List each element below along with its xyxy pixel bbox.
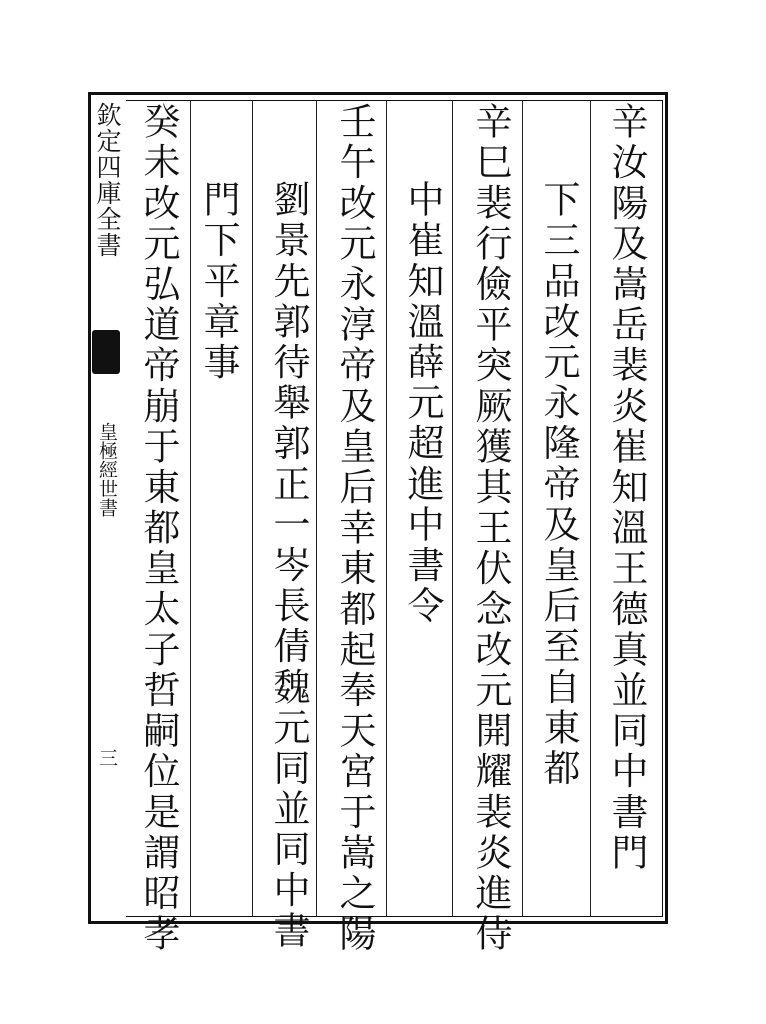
column-rule <box>386 100 387 917</box>
page-number: 三 <box>96 748 118 767</box>
text-column-4: 中崔知溫薛元超進中書令 <box>401 180 444 627</box>
book-title: 皇極經世書 <box>96 422 118 517</box>
text-column-8: 門下平章事 <box>197 180 240 383</box>
text-column-3: 辛巳裴行儉平突厥獲其王伏念改元開耀裴炎進侍 <box>469 102 512 955</box>
text-column-2: 下三品改元永隆帝及皇后至自東都 <box>537 180 580 789</box>
column-rule <box>522 100 523 917</box>
text-column-5: 壬午改元永淳帝及皇后幸東都起奉天宮于嵩之陽 <box>333 102 376 955</box>
text-column-1: 辛汝陽及嵩岳裴炎崔知溫王德真並同中書門 <box>605 102 648 874</box>
column-rule <box>452 100 453 917</box>
column-rule <box>590 100 591 917</box>
text-column-9: 癸未改元弘道帝崩于東都皇太子哲嗣位是謂昭孝 <box>137 102 180 955</box>
fish-tail-mark <box>92 330 120 374</box>
margin-strip <box>88 92 126 924</box>
text-column-6: 劉景先郭待舉郭正一岑長倩魏元同並同中書 <box>267 180 310 952</box>
collection-title: 欽定四庫全書 <box>93 102 122 258</box>
